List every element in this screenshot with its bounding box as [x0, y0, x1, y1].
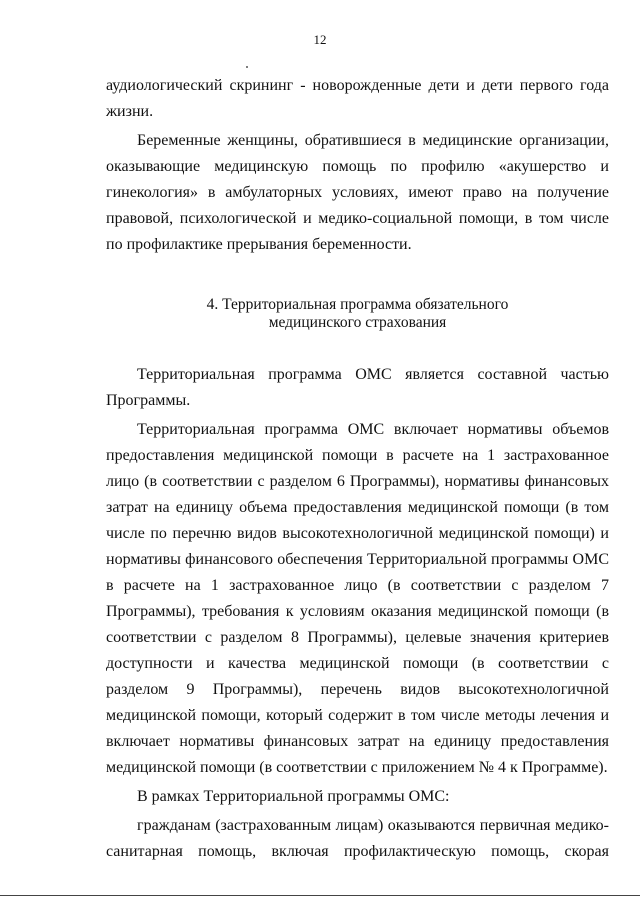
section-heading [106, 296, 609, 332]
paragraph-program-includes: Территориальная программа ОМС включает нормативы объемов предоставления медицинской помощи в расчете на 1 застрахованное лицо (в соответствии с разделом 6 Программы), нормативы финансовых затрат на единицу объема предоставления медицинской помощи (в том числе по перечню видов высокотехнологичной медицинской помощи) и нормативы финансового обеспечения Территориальной программы ОМС в расчете на 1 застрахованное лицо (в соответствии с разделом 7 Программы), требования к условиям оказания медицинской помощи (в соответствии с разделом 8 Программы), целевые значения критериев доступности и качества медицинской помощи (в соответствии с разделом 9 Программы), перечень видов высокотехнологичной медицинской помощи, который содержит в том числе методы лечения и включает нормативы финансовых затрат на единицу предоставления медицинской помощи (в соответствии с приложением № 4 к Программе). [106, 421, 609, 776]
paragraph-pregnant-women: Беременные женщины, обратившиеся в медицинские организации, оказывающие медицинскую помощь по профилю «акушерство и гинекология» в амбулаторных условиях, имеют право на получение правовой, психологической и медико-социальной помощи, в том числе по профилактике прерывания беременности. [106, 132, 609, 253]
paragraph-program-part: Территориальная программа ОМС является составной частью Программы. [106, 366, 609, 409]
page-number: 12 [313, 32, 327, 47]
page-bottom-rule [0, 895, 640, 896]
scan-speck [246, 66, 248, 68]
paragraph-screening: аудиологический скрининг - новорожденные дети и дети первого года жизни. [106, 77, 609, 120]
section-heading-line-2: медицинского страхования [268, 314, 447, 331]
paragraph-within-program: В рамках Территориальной программы ОМС: [137, 788, 450, 805]
document-body [106, 73, 609, 865]
section-heading-line-1: 4. Территориальная программа обязательного [206, 296, 509, 313]
paragraph-citizens-care: гражданам (застрахованным лицам) оказываются первичная медико-санитарная помощь, включая профилактическую помощь, скорая [106, 817, 609, 860]
